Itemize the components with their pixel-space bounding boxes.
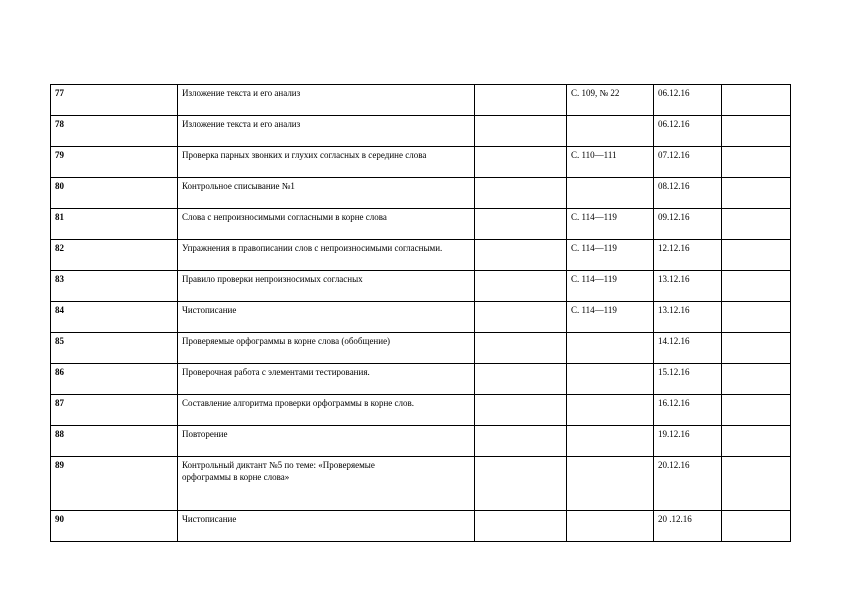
extra-cell xyxy=(475,240,567,271)
lesson-date: 19.12.16 xyxy=(654,426,722,457)
note-cell xyxy=(722,333,791,364)
note-cell xyxy=(722,85,791,116)
lesson-topic: Контрольное списывание №1 xyxy=(178,178,475,209)
lesson-topic: Проверка парных звонких и глухих согласных в середине слова xyxy=(178,147,475,178)
lesson-topic: Изложение текста и его анализ xyxy=(178,85,475,116)
lesson-topic: Чистописание xyxy=(178,302,475,333)
lesson-number: 87 xyxy=(51,395,178,426)
lesson-date: 13.12.16 xyxy=(654,271,722,302)
textbook-pages: С. 109, № 22 xyxy=(567,85,654,116)
lesson-number: 81 xyxy=(51,209,178,240)
lesson-topic: Проверочная работа с элементами тестирования. xyxy=(178,364,475,395)
note-cell xyxy=(722,116,791,147)
table-row xyxy=(51,333,791,364)
lesson-number: 85 xyxy=(51,333,178,364)
textbook-pages xyxy=(567,457,654,511)
table-row xyxy=(51,426,791,457)
extra-cell xyxy=(475,85,567,116)
note-cell xyxy=(722,240,791,271)
textbook-pages xyxy=(567,395,654,426)
extra-cell xyxy=(475,333,567,364)
table-row xyxy=(51,457,791,511)
lesson-topic: Повторение xyxy=(178,426,475,457)
textbook-pages xyxy=(567,178,654,209)
lesson-number: 84 xyxy=(51,302,178,333)
note-cell xyxy=(722,457,791,511)
lesson-number: 83 xyxy=(51,271,178,302)
extra-cell xyxy=(475,178,567,209)
textbook-pages: С. 114—119 xyxy=(567,240,654,271)
lesson-date: 06.12.16 xyxy=(654,85,722,116)
textbook-pages xyxy=(567,116,654,147)
lesson-date: 14.12.16 xyxy=(654,333,722,364)
lesson-date: 20 .12.16 xyxy=(654,511,722,542)
lesson-topic: Слова с непроизносимыми согласными в корне слова xyxy=(178,209,475,240)
extra-cell xyxy=(475,364,567,395)
extra-cell xyxy=(475,302,567,333)
textbook-pages xyxy=(567,364,654,395)
note-cell xyxy=(722,271,791,302)
table-row xyxy=(51,395,791,426)
textbook-pages: С. 114—119 xyxy=(567,302,654,333)
lesson-number: 77 xyxy=(51,85,178,116)
extra-cell xyxy=(475,147,567,178)
lesson-number: 90 xyxy=(51,511,178,542)
table-row xyxy=(51,271,791,302)
lesson-date: 06.12.16 xyxy=(654,116,722,147)
textbook-pages xyxy=(567,426,654,457)
extra-cell xyxy=(475,116,567,147)
lesson-number: 78 xyxy=(51,116,178,147)
extra-cell xyxy=(475,395,567,426)
lesson-date: 15.12.16 xyxy=(654,364,722,395)
extra-cell xyxy=(475,426,567,457)
textbook-pages: С. 114—119 xyxy=(567,271,654,302)
lesson-number: 88 xyxy=(51,426,178,457)
lesson-topic: Составление алгоритма проверки орфограммы в корне слов. xyxy=(178,395,475,426)
lesson-number: 86 xyxy=(51,364,178,395)
extra-cell xyxy=(475,511,567,542)
table-row xyxy=(51,147,791,178)
note-cell xyxy=(722,147,791,178)
table-row xyxy=(51,511,791,542)
note-cell xyxy=(722,209,791,240)
table-row xyxy=(51,209,791,240)
table-row xyxy=(51,302,791,333)
lesson-date: 13.12.16 xyxy=(654,302,722,333)
lesson-date: 08.12.16 xyxy=(654,178,722,209)
extra-cell xyxy=(475,457,567,511)
textbook-pages xyxy=(567,333,654,364)
note-cell xyxy=(722,426,791,457)
textbook-pages xyxy=(567,511,654,542)
lesson-topic xyxy=(178,457,475,511)
lesson-topic-line: орфограммы в корне слова» xyxy=(182,472,290,482)
lesson-topic-line: Контрольный диктант №5 по теме: «Проверяемые xyxy=(182,460,375,470)
note-cell xyxy=(722,364,791,395)
note-cell xyxy=(722,178,791,209)
extra-cell xyxy=(475,271,567,302)
lesson-date: 09.12.16 xyxy=(654,209,722,240)
table-row xyxy=(51,85,791,116)
lesson-topic: Чистописание xyxy=(178,511,475,542)
table-row xyxy=(51,178,791,209)
lesson-topic: Изложение текста и его анализ xyxy=(178,116,475,147)
note-cell xyxy=(722,511,791,542)
textbook-pages: С. 114—119 xyxy=(567,209,654,240)
lesson-number: 89 xyxy=(51,457,178,511)
lesson-date: 16.12.16 xyxy=(654,395,722,426)
textbook-pages: С. 110—111 xyxy=(567,147,654,178)
lesson-plan-table xyxy=(50,84,791,542)
lesson-topic: Правило проверки непроизносимых согласных xyxy=(178,271,475,302)
table-row xyxy=(51,240,791,271)
lesson-topic: Упражнения в правописании слов с непроизносимыми согласными. xyxy=(178,240,475,271)
lesson-number: 82 xyxy=(51,240,178,271)
note-cell xyxy=(722,302,791,333)
lesson-number: 80 xyxy=(51,178,178,209)
table-row xyxy=(51,364,791,395)
note-cell xyxy=(722,395,791,426)
lesson-date: 12.12.16 xyxy=(654,240,722,271)
lesson-topic: Проверяемые орфограммы в корне слова (обобщение) xyxy=(178,333,475,364)
lesson-date: 07.12.16 xyxy=(654,147,722,178)
extra-cell xyxy=(475,209,567,240)
lesson-date: 20.12.16 xyxy=(654,457,722,511)
lesson-number: 79 xyxy=(51,147,178,178)
table-row xyxy=(51,116,791,147)
